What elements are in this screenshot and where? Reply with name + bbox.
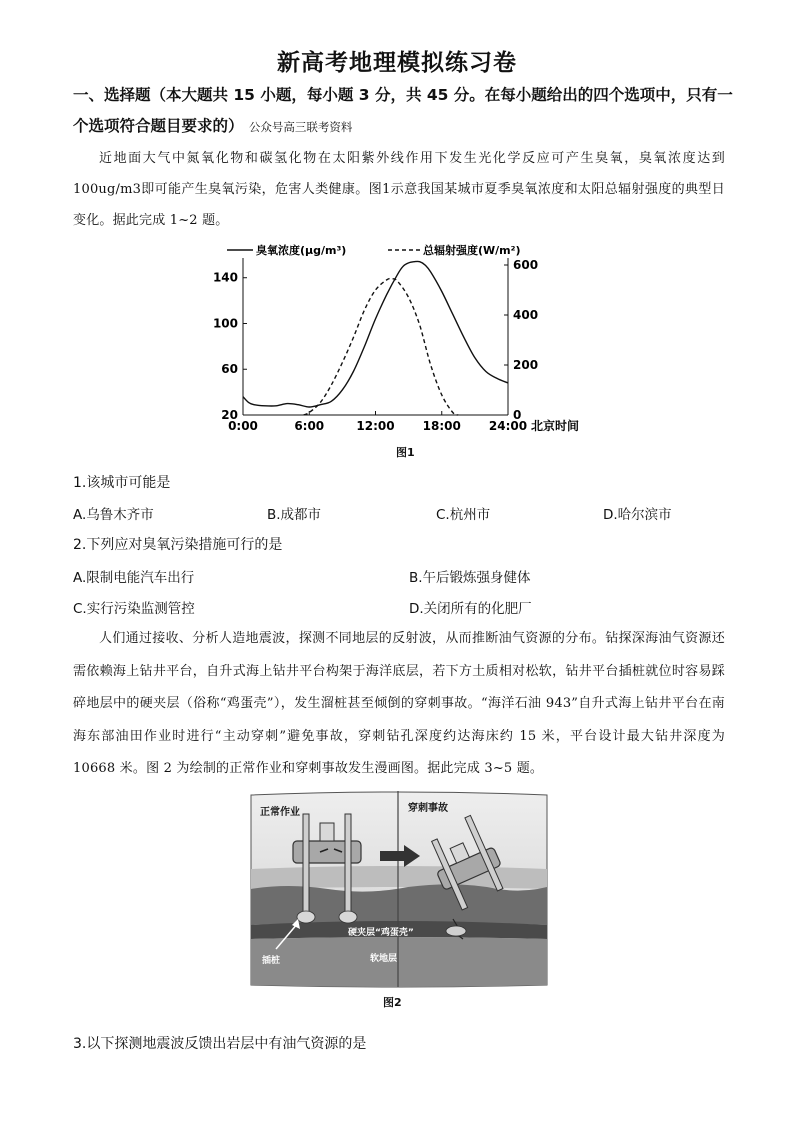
question-2-stem: 2.下列应对臭氧污染措施可行的是 xyxy=(73,537,283,553)
q2-option-c[interactable]: C.实行污染监测管控 xyxy=(73,601,195,617)
y-left-tick-label: 60 xyxy=(221,362,238,377)
label-normal: 正常作业 xyxy=(260,807,300,818)
x-tick-label: 24:00 xyxy=(488,419,528,433)
q1-option-b[interactable]: B.成都市 xyxy=(267,507,322,523)
q1-option-c[interactable]: C.杭州市 xyxy=(436,507,491,523)
legend-label-ozone: 臭氧浓度(μg/m³) xyxy=(256,244,347,257)
series-radiation-line xyxy=(304,279,459,415)
y-left-tick-label: 140 xyxy=(212,270,238,285)
legend-label-radiation: 总辐射强度(W/m²) xyxy=(423,244,521,257)
label-hard-layer: 硬夹层“鸡蛋壳” xyxy=(348,928,414,938)
page-title: 新高考地理模拟练习卷 xyxy=(277,50,517,76)
sea-water xyxy=(251,866,547,889)
question-3-stem: 3.以下探测地震波反馈出岩层中有油气资源的是 xyxy=(73,1036,367,1052)
broken-shell xyxy=(446,926,466,936)
y-right-tick-label: 200 xyxy=(513,358,539,372)
label-soft-layer: 软地层 xyxy=(370,954,398,964)
series-ozone-line xyxy=(243,261,508,407)
section-note: 公众号高三联考资料 xyxy=(248,120,353,134)
figure-2-caption: 图2 xyxy=(383,996,402,1009)
x-axis-unit: 北京时间 xyxy=(531,419,580,433)
soft-layer xyxy=(251,937,547,987)
figure-2-illustration xyxy=(248,789,550,989)
q2-option-b[interactable]: B.午后锻炼强身健体 xyxy=(409,570,531,586)
x-tick-label: 0:00 xyxy=(228,419,258,433)
figure-1-chart xyxy=(205,238,595,438)
x-tick-label: 12:00 xyxy=(356,419,395,433)
chart-legend xyxy=(227,243,521,257)
section-heading xyxy=(73,80,733,143)
y-left-tick-label: 20 xyxy=(221,408,238,422)
passage-1: 近地面大气中氮氧化物和碳氢化物在太阳紫外线作用下发生光化学反应可产生臭氧，臭氧浓度达到100ug/m3即可能产生臭氧污染，危害人类健康。图1示意我国某城市夏季臭氧浓度和太阳总辐射强度的典型日变化。据此完成 1~2 题。 xyxy=(73,151,725,228)
question-1-stem: 1.该城市可能是 xyxy=(73,475,171,491)
y-right-tick-label: 0 xyxy=(513,408,522,422)
chart-series xyxy=(243,261,508,415)
q2-option-a[interactable]: A.限制电能汽车出行 xyxy=(73,570,195,586)
q1-option-a[interactable]: A.乌鲁木齐市 xyxy=(73,507,154,523)
q2-option-d[interactable]: D.关闭所有的化肥厂 xyxy=(409,601,532,617)
figure-1-caption: 图1 xyxy=(396,446,415,459)
seabed-layer xyxy=(251,884,547,925)
label-accident: 穿刺事故 xyxy=(408,803,448,814)
y-left-tick-label: 100 xyxy=(212,316,238,331)
label-pile: 插桩 xyxy=(262,956,281,966)
y-right-tick-label: 400 xyxy=(513,308,539,322)
x-tick-label: 18:00 xyxy=(422,419,461,433)
chart-axes xyxy=(213,258,579,433)
y-right-tick-label: 600 xyxy=(513,258,539,272)
x-tick-label: 6:00 xyxy=(294,419,325,433)
passage-2: 人们通过接收、分析人造地震波，探测不同地层的反射波，从而推断油气资源的分布。钻探深海油气资源还需依赖海上钻井平台，自升式海上钻井平台构架于海洋底层，若下方土质相对松软，钻井平台插桩就位时容易踩碎地层中的硬夹层（俗称“鸡蛋壳”），发生溜桩甚至倾倒的穿刺事故。“海洋石油 943”自升式海上钻井平台在南海东部油田作业时进行“主动穿刺”避免事故，穿刺钻孔深度约达海床约 15 米，平台设计最大钻井深度为 10668 米。图 2 为绘制的正常作业和穿刺事故发生漫画图。据此完成 3~5 题。 xyxy=(73,631,725,776)
q1-option-d[interactable]: D.哈尔滨市 xyxy=(603,507,672,523)
section-heading-text: 一、选择题（本大题共 15 小题，每小题 3 分，共 45 分。在每小题给出的四个选项中，只有一个选项符合题目要求的） xyxy=(73,86,733,135)
